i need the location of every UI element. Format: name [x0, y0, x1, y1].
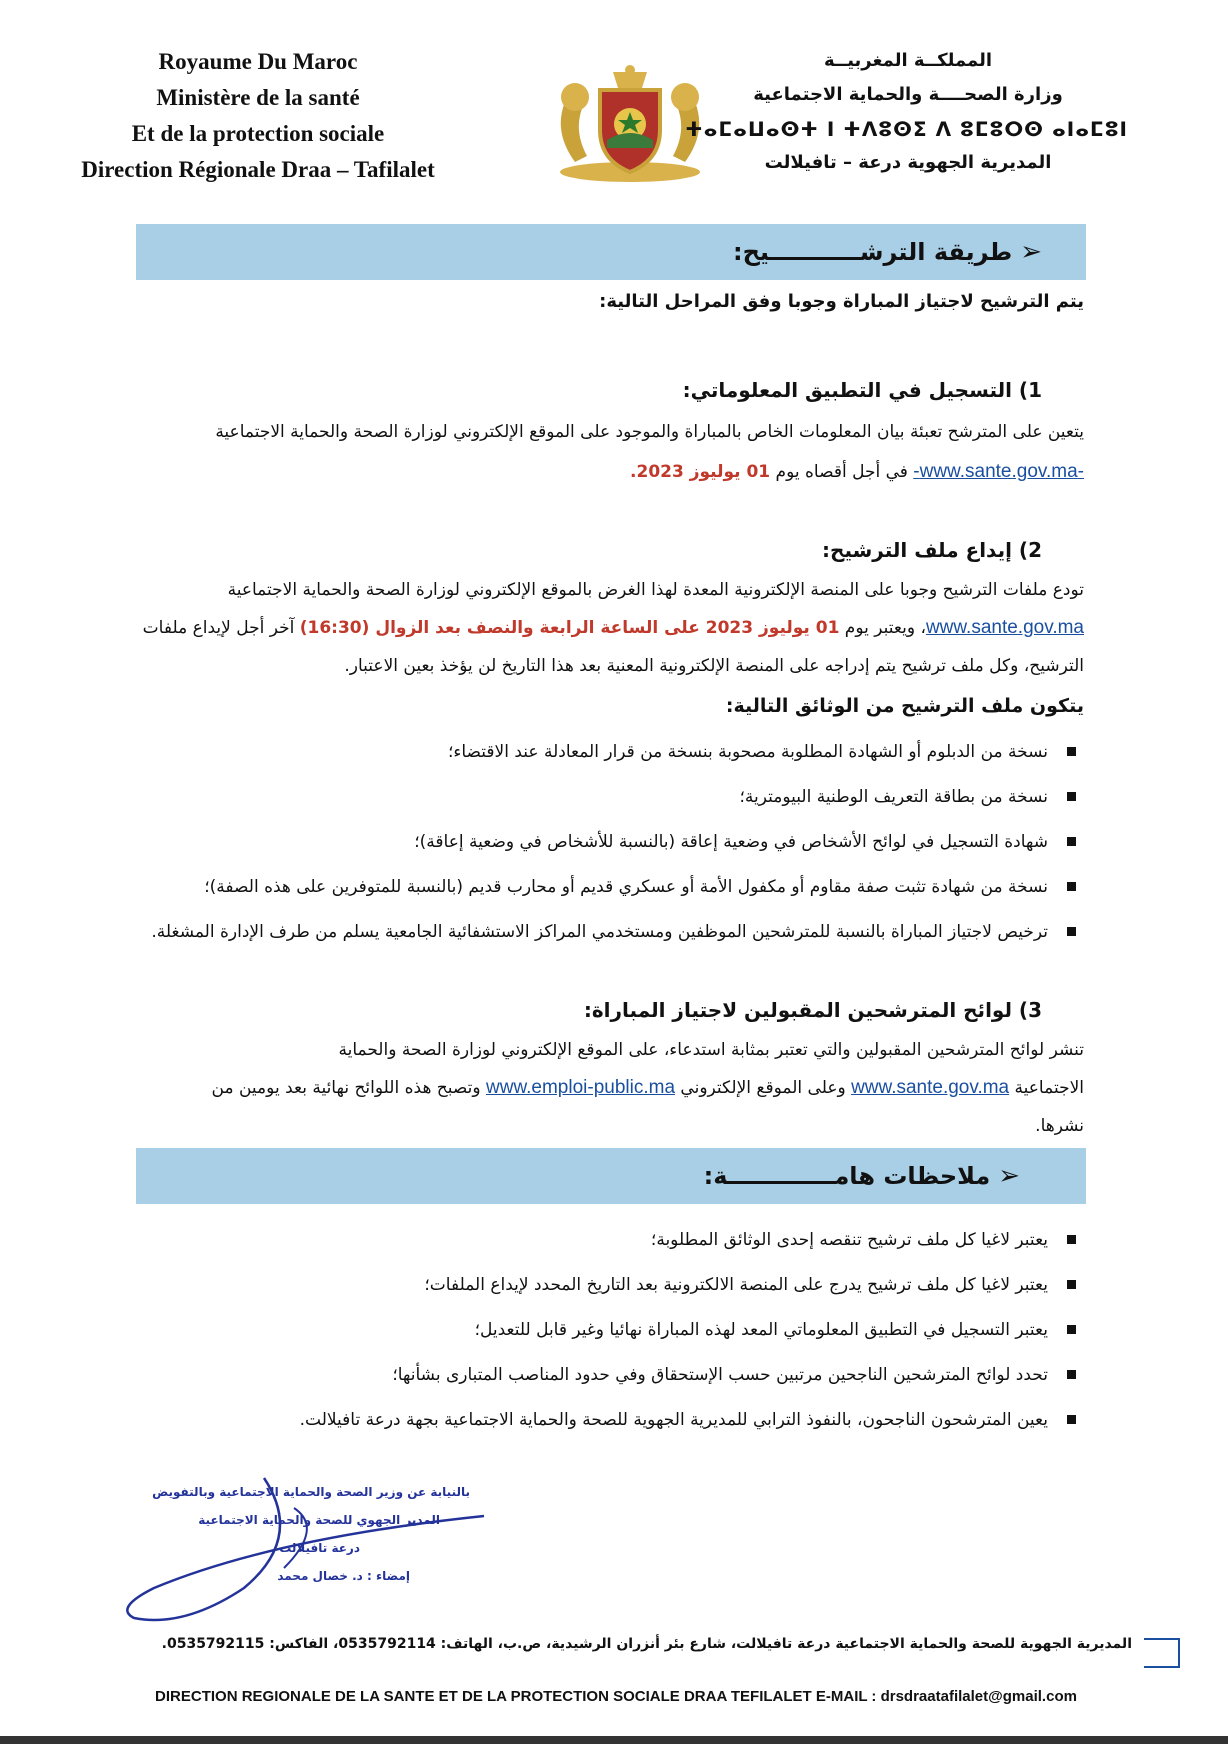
bullet-icon	[1067, 747, 1076, 756]
step3-pre: الاجتماعية	[1009, 1078, 1084, 1098]
bullet-icon	[1067, 1370, 1076, 1379]
bullet-icon	[1067, 792, 1076, 801]
section-title	[733, 224, 1042, 280]
section-bar-candidacy	[136, 224, 1086, 280]
notes-list	[124, 1218, 1084, 1443]
emploi-public-link[interactable]: www.emploi-public.ma	[486, 1077, 676, 1098]
pointer-arrow-icon: ➢	[998, 1161, 1020, 1191]
step1-text: يتعين على المترشح تعبئة بيان المعلومات الخاص بالمباراة والموجود على الموقع الإلكتروني لوزارة الصحة والحماية الاجتماعية	[215, 422, 1084, 442]
step2-text3: الترشيح، وكل ملف ترشيح يتم إدراجه على المنصة الإلكترونية المعنية بعد هذا التاريخ لن يؤخذ بعين الاعتبار.	[344, 656, 1084, 676]
step1-tail: في أجل أقصاه يوم	[770, 462, 914, 482]
bullet-icon	[1067, 927, 1076, 936]
header-fr-line: Ministère de la santé	[156, 85, 360, 110]
list-item	[124, 1218, 1084, 1263]
signature-stamp	[130, 1478, 470, 1638]
footer-logo-icon	[1144, 1638, 1180, 1668]
step2-tail: آخر أجل لإيداع ملفات	[142, 618, 300, 638]
bullet-icon	[1067, 1415, 1076, 1424]
list-item	[124, 1398, 1084, 1443]
footer-french: DIRECTION REGIONALE DE LA SANTE ET DE LA PROTECTION SOCIALE DRAA TEFILALET E-MAIL : drsdraatafilalet@gmail.com	[155, 1688, 1077, 1705]
step3-mid: وعلى الموقع الإلكتروني	[675, 1078, 852, 1098]
step1-deadline-line	[124, 450, 1084, 494]
step3-tail: وتصبح هذه اللوائح نهائية بعد يومين من	[211, 1078, 486, 1098]
list-item-text: نسخة من بطاقة التعريف الوطنية البيومترية؛	[739, 787, 1048, 807]
list-item	[124, 820, 1084, 865]
signature-line: بالنيابة عن وزير الصحة والحماية الاجتماعية وبالتفويض	[152, 1485, 470, 1499]
list-item-text: يعتبر لاغيا كل ملف ترشيح تنقصه إحدى الوثائق المطلوبة؛	[650, 1230, 1048, 1250]
step2-title: 2) إيداع ملف الترشيح:	[822, 538, 1042, 562]
signature-scribble-icon	[114, 1468, 494, 1638]
list-item-text: نسخة من الدبلوم أو الشهادة المطلوبة مصحوبة بنسخة من قرار المعادلة عند الاقتضاء؛	[447, 742, 1048, 762]
step3-text3: نشرها.	[1035, 1116, 1084, 1136]
list-item-text: يعتبر التسجيل في التطبيق المعلوماتي المعد لهذه المباراة نهائيا وغير قابل للتعديل؛	[474, 1320, 1048, 1340]
signature-line: إمضاء : د. خصال محمد	[277, 1569, 410, 1583]
header-tifinagh: ⵜⴰⵎⴰⵡⴰⵙⵜ ⵏ ⵜⴷⵓⵙⵉ ⴷ ⵓⵎⵓⵔⵙ ⴰⵏⴰⵎⵓⵏ	[685, 117, 1128, 141]
header-french	[28, 44, 488, 188]
list-item	[124, 1308, 1084, 1353]
signature-line: المدير الجهوي للصحة والحماية الاجتماعية	[198, 1513, 440, 1527]
bullet-icon	[1067, 837, 1076, 846]
sante-link[interactable]: www.sante.gov.ma	[851, 1077, 1010, 1098]
intro-text: يتم الترشيح لاجتياز المباراة وجوبا وفق المراحل التالية:	[599, 291, 1084, 312]
pointer-arrow-icon: ➢	[1020, 237, 1042, 267]
sante-link[interactable]: www.sante.gov.ma	[925, 617, 1084, 638]
step1-title: 1) التسجيل في التطبيق المعلوماتي:	[682, 378, 1042, 402]
list-item	[124, 1353, 1084, 1398]
bullet-icon	[1067, 1280, 1076, 1289]
list-item-text: تحدد لوائح المترشحين الناجحين مرتبين حسب الإستحقاق وفي حدود المناصب المتبارى بشأنها؛	[392, 1365, 1048, 1385]
header-fr-line: Et de la protection sociale	[131, 121, 385, 146]
list-item-text: شهادة التسجيل في لوائح الأشخاص في وضعية إعاقة (بالنسبة للأشخاص في وضعية إعاقة)؛	[414, 832, 1048, 852]
footer-arabic: المديرية الجهوية للصحة والحماية الاجتماعية درعة تافيلالت، شارع بئر أنزران الرشيدية، ص.ب، الهاتف: 0535792114، الفاكس: 0535792115.	[161, 1636, 1132, 1652]
header-fr-line: Royaume Du Maroc	[158, 49, 358, 74]
header-ar-direction: المديرية الجهوية درعة – تافيلالت	[764, 152, 1052, 173]
step2-text1: تودع ملفات الترشيح وجوبا على المنصة الإلكترونية المعدة لهذا الغرض بالموقع الإلكتروني لوزارة الصحة والحماية الاجتماعية	[227, 580, 1084, 600]
list-item-text: نسخة من شهادة تثبت صفة مقاوم أو مكفول الأمة أو عسكري قديم أو محارب قديم (بالنسبة للمتوفرين على هذه الصفة)؛	[204, 877, 1048, 897]
bottom-rule	[0, 1736, 1228, 1744]
header-arabic	[685, 44, 1128, 180]
list-item-text: يعين المترشحون الناجحون، بالنفوذ الترابي للمديرية الجهوية للصحة والحماية الاجتماعية بجهة درعة تافيلالت.	[299, 1410, 1048, 1430]
step1-date: 01 يوليوز 2023.	[630, 462, 771, 482]
docs-title: يتكون ملف الترشيح من الوثائق التالية:	[725, 695, 1084, 717]
section-title	[704, 1148, 1020, 1204]
bullet-icon	[1067, 882, 1076, 891]
section-title-text: طريقة الترشـــــــــــيح:	[732, 238, 1013, 266]
section-title-text: ملاحظات هامـــــــــــــة:	[703, 1162, 991, 1190]
sante-link[interactable]: -www.sante.gov.ma-	[913, 461, 1084, 482]
step3-text1: تنشر لوائح المترشحين المقبولين والتي تعتبر بمثابة استدعاء، على الموقع الإلكتروني لوزارة الصحة والحماية	[338, 1040, 1084, 1060]
list-item	[124, 865, 1084, 910]
step3-links-line	[124, 1066, 1084, 1110]
step2-mid: ، ويعتبر يوم	[839, 618, 926, 638]
list-item	[124, 910, 1084, 955]
list-item	[124, 775, 1084, 820]
docs-list	[124, 730, 1084, 955]
list-item	[124, 730, 1084, 775]
step2-date: 01 يوليوز 2023 على الساعة الرابعة والنصف بعد الزوال (16:30)	[299, 618, 840, 638]
list-item-text: يعتبر لاغيا كل ملف ترشيح يدرج على المنصة الالكترونية بعد التاريخ المحدد لإيداع الملفات؛	[424, 1275, 1048, 1295]
header-ar-kingdom: المملكــة المغربيــة	[823, 50, 993, 71]
header-ar-ministry: وزارة الصحــــة والحماية الاجتماعية	[753, 84, 1063, 105]
bullet-icon	[1067, 1325, 1076, 1334]
list-item	[124, 1263, 1084, 1308]
signature-line: درعة تافيلالت	[279, 1541, 360, 1555]
bullet-icon	[1067, 1235, 1076, 1244]
header-fr-line: Direction Régionale Draa – Tafilalet	[81, 157, 435, 182]
section-bar-notes	[136, 1148, 1086, 1204]
list-item-text: ترخيص لاجتياز المباراة بالنسبة للمترشحين الموظفين ومستخدمي المراكز الاستشفائية الجامعية يسلم من طرف الإدارة المشغلة.	[151, 922, 1048, 942]
step3-title: 3) لوائح المترشحين المقبولين لاجتياز المباراة:	[583, 998, 1042, 1022]
